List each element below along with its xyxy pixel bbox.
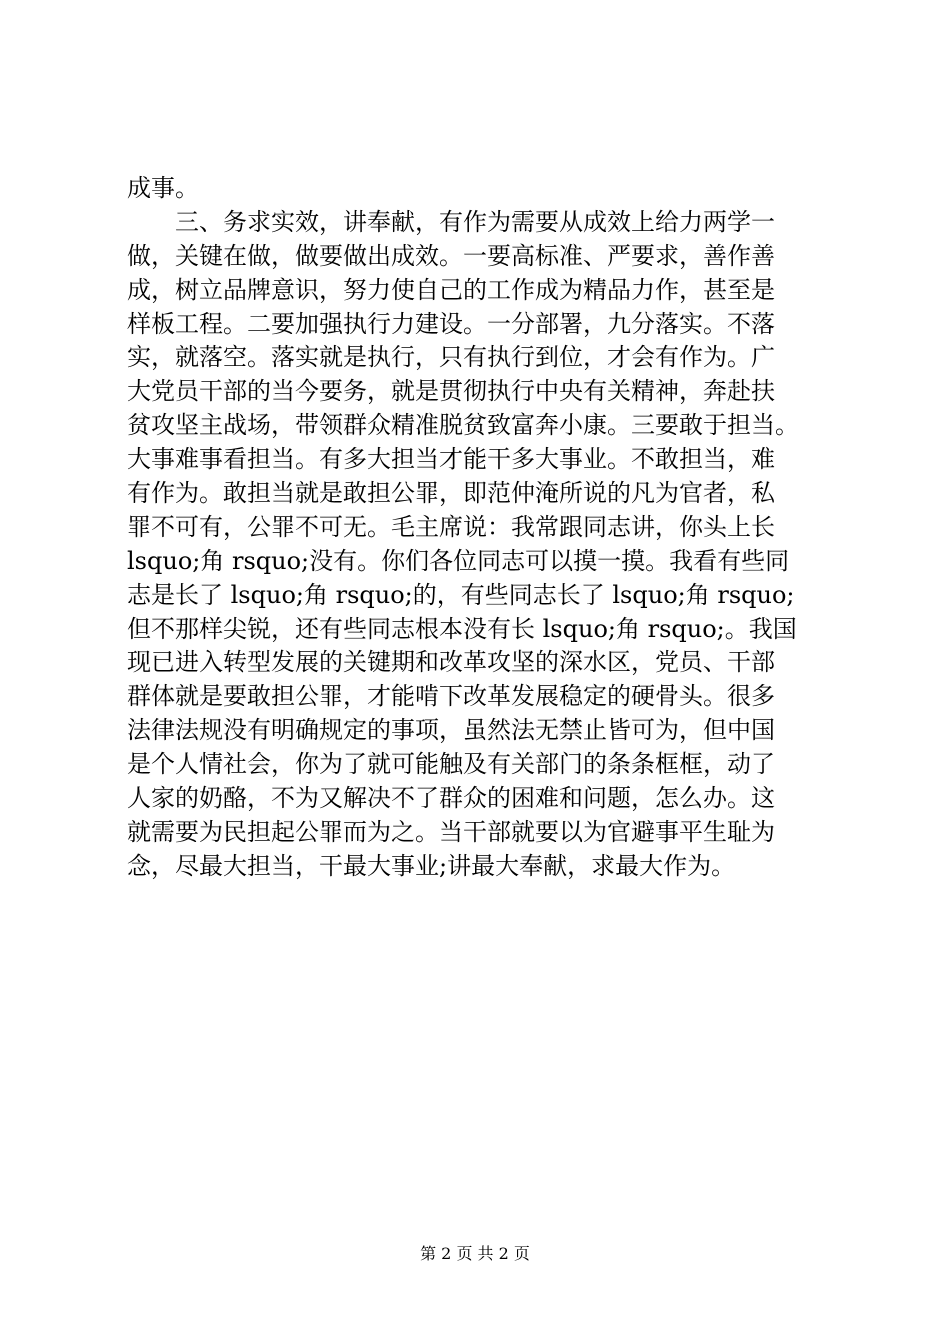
text-line: 法律法规没有明确规定的事项，虽然法无禁止皆可为，但中国 (127, 716, 775, 745)
text-line: lsquo;角 rsquo;没有。你们各位同志可以摸一摸。我看有些同 (127, 546, 790, 575)
text-line: 有作为。敢担当就是敢担公罪，即范仲淹所说的凡为官者，私 (127, 479, 775, 508)
text-line: 就需要为民担起公罪而为之。当干部就要以为官避事平生耻为 (127, 817, 775, 846)
text-line: 三、务求实效，讲奉献，有作为需要从成效上给力两学一 (127, 207, 775, 236)
text-line: 但不那样尖锐，还有些同志根本没有长 lsquo;角 rsquo;。我国 (127, 614, 797, 643)
text-line: 实，就落空。落实就是执行，只有执行到位，才会有作为。广 (127, 343, 775, 372)
text-line: 是个人情社会，你为了就可能触及有关部门的条条框框，动了 (127, 750, 775, 779)
text-line: 念，尽最大担当，干最大事业;讲最大奉献，求最大作为。 (127, 851, 736, 880)
text-line: 贫攻坚主战场，带领群众精准脱贫致富奔小康。三要敢于担当。 (127, 411, 799, 440)
text-line: 群体就是要敢担公罪，才能啃下改革发展稳定的硬骨头。很多 (127, 682, 775, 711)
text-line: 人家的奶酪，不为又解决不了群众的困难和问题，怎么办。这 (127, 784, 775, 813)
text-line: 样板工程。二要加强执行力建设。一分部署，九分落实。不落 (127, 309, 775, 338)
text-line: 大党员干部的当今要务，就是贯彻执行中央有关精神，奔赴扶 (127, 377, 775, 406)
text-line: 做，关键在做，做要做出成效。一要高标准、严要求，善作善 (127, 241, 775, 270)
text-line: 现已进入转型发展的关键期和改革攻坚的深水区，党员、干部 (127, 648, 775, 677)
text-line: 成事。 (127, 174, 199, 202)
body-text (127, 172, 827, 884)
text-line: 志是长了 lsquo;角 rsquo;的，有些同志长了 lsquo;角 rsquo; (127, 580, 795, 609)
text-line: 大事难事看担当。有多大担当才能干多大事业。不敢担当，难 (127, 445, 775, 474)
page-footer: 第 2 页 共 2 页 (420, 1244, 530, 1263)
text-line: 罪不可有，公罪不可无。毛主席说：我常跟同志讲，你头上长 (127, 512, 775, 541)
text-line: 成，树立品牌意识，努力使自己的工作成为精品力作，甚至是 (127, 275, 775, 304)
